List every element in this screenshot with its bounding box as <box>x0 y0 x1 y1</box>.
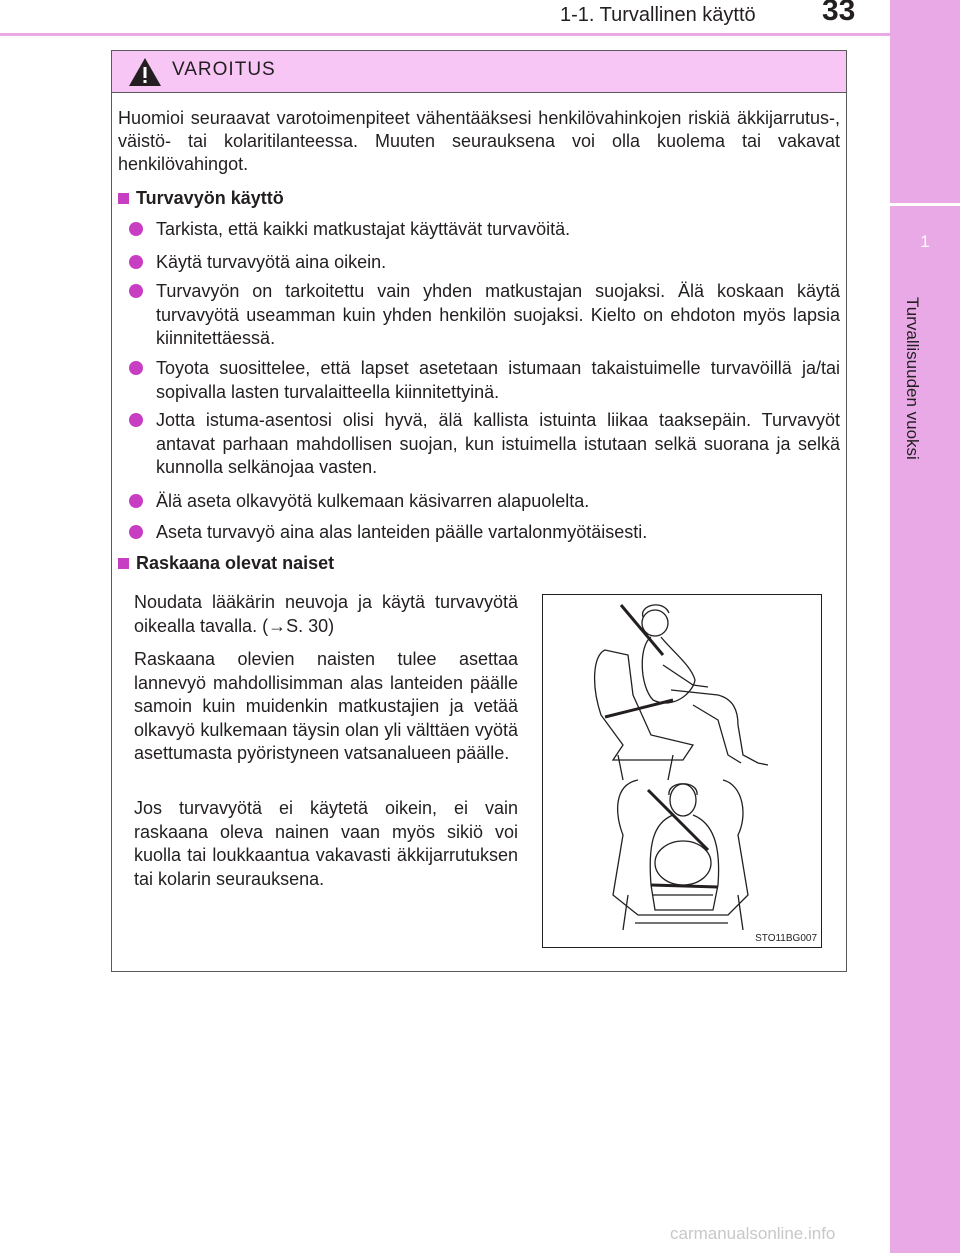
bullet-text: Toyota suosittelee, että lapset asetetaan istumaan takaistuimelle turvavöillä ja/tai sopivalla lasten turvalaitteella kiinnitettyinä. <box>156 358 840 402</box>
square-bullet-icon <box>118 193 129 204</box>
pregnant-woman-seatbelt-image <box>543 595 821 947</box>
round-bullet-icon <box>129 361 143 375</box>
round-bullet-icon <box>129 525 143 539</box>
bullet-item <box>129 251 840 275</box>
section-title: 1-1. Turvallinen käyttö <box>560 4 756 26</box>
chapter-tab <box>890 0 960 1253</box>
bullet-text: Käytä turvavyötä aina oikein. <box>156 252 387 272</box>
header-rule <box>0 33 890 36</box>
round-bullet-icon <box>129 494 143 508</box>
bullet-item <box>129 409 840 480</box>
round-bullet-icon <box>129 413 143 427</box>
watermark: carmanualsonline.info <box>670 1224 836 1243</box>
round-bullet-icon <box>129 255 143 269</box>
chapter-number: 1 <box>920 232 930 251</box>
bullet-item <box>129 280 840 351</box>
seatbelt-illustration <box>542 594 822 948</box>
warning-triangle-icon <box>128 57 162 87</box>
bullet-text: Älä aseta olkavyötä kulkemaan käsivarren alapuolelta. <box>156 491 590 511</box>
chapter-tab-divider <box>890 203 960 206</box>
bullet-item <box>129 218 840 242</box>
square-bullet-icon <box>118 558 129 569</box>
bullet-item <box>129 490 840 514</box>
section-heading-text: Turvavyön käyttö <box>136 188 284 208</box>
section-heading-text: Raskaana olevat naiset <box>136 553 335 573</box>
warning-intro: Huomioi seuraavat varotoimenpiteet vähentääksesi henkilövahinkojen riskiä äkkijarrutus-, väistö- tai kolaritilanteessa. Muuten seurauksena voi olla kuolema tai vakavat henkilövahingot. <box>118 108 840 174</box>
figure-code: STO11BG007 <box>755 933 817 944</box>
section-heading <box>118 188 284 209</box>
pregnancy-paragraph: Raskaana olevien naisten tulee asettaa lannevyö mahdollisimman alas lanteiden päälle samoin kuin muidenkin matkustajien ja vetää olkavyö kulkemaan täysin olan yli välttäen vyötä asettumasta pyöristyneen vatsanalueen päälle. <box>134 649 518 763</box>
warning-title: VAROITUS <box>172 59 276 80</box>
bullet-item <box>129 357 840 404</box>
round-bullet-icon <box>129 222 143 236</box>
bullet-text: Tarkista, että kaikki matkustajat käyttävät turvavöitä. <box>156 219 571 239</box>
warning-box <box>111 50 847 972</box>
pregnancy-paragraph: Jos turvavyötä ei käytetä oikein, ei vain raskaana oleva nainen vaan myös sikiö voi kuolla tai loukkaantua vakavasti äkkijarrutuksen tai kolarin seurauksena. <box>134 798 518 889</box>
bullet-text: Turvavyön on tarkoitettu vain yhden matkustajan suojaksi. Älä koskaan käytä turvavyötä useamman kuin yhden henkilön suojaksi. Kielto on ehdoton myös lapsia kiinnitettäessä. <box>156 281 840 348</box>
bullet-text: Aseta turvavyö aina alas lanteiden päälle vartalonmyötäisesti. <box>156 522 648 542</box>
page-number: 33 <box>822 0 856 27</box>
round-bullet-icon <box>129 284 143 298</box>
chapter-title: Turvallisuuden vuoksi <box>903 297 922 460</box>
section-heading <box>118 553 334 574</box>
bullet-text: Jotta istuma-asentosi olisi hyvä, älä kallista istuinta liikaa taaksepäin. Turvavyöt antavat parhaan mahdollisen suojan, kun istuimella istutaan selkä suorana ja selkä kunnolla selkänojaa vasten. <box>156 410 840 477</box>
bullet-item <box>129 521 840 545</box>
warning-header <box>112 51 846 93</box>
pregnancy-paragraph: Noudata lääkärin neuvoja ja käytä turvavyötä oikealla tavalla. (→S. 30) <box>134 592 518 636</box>
